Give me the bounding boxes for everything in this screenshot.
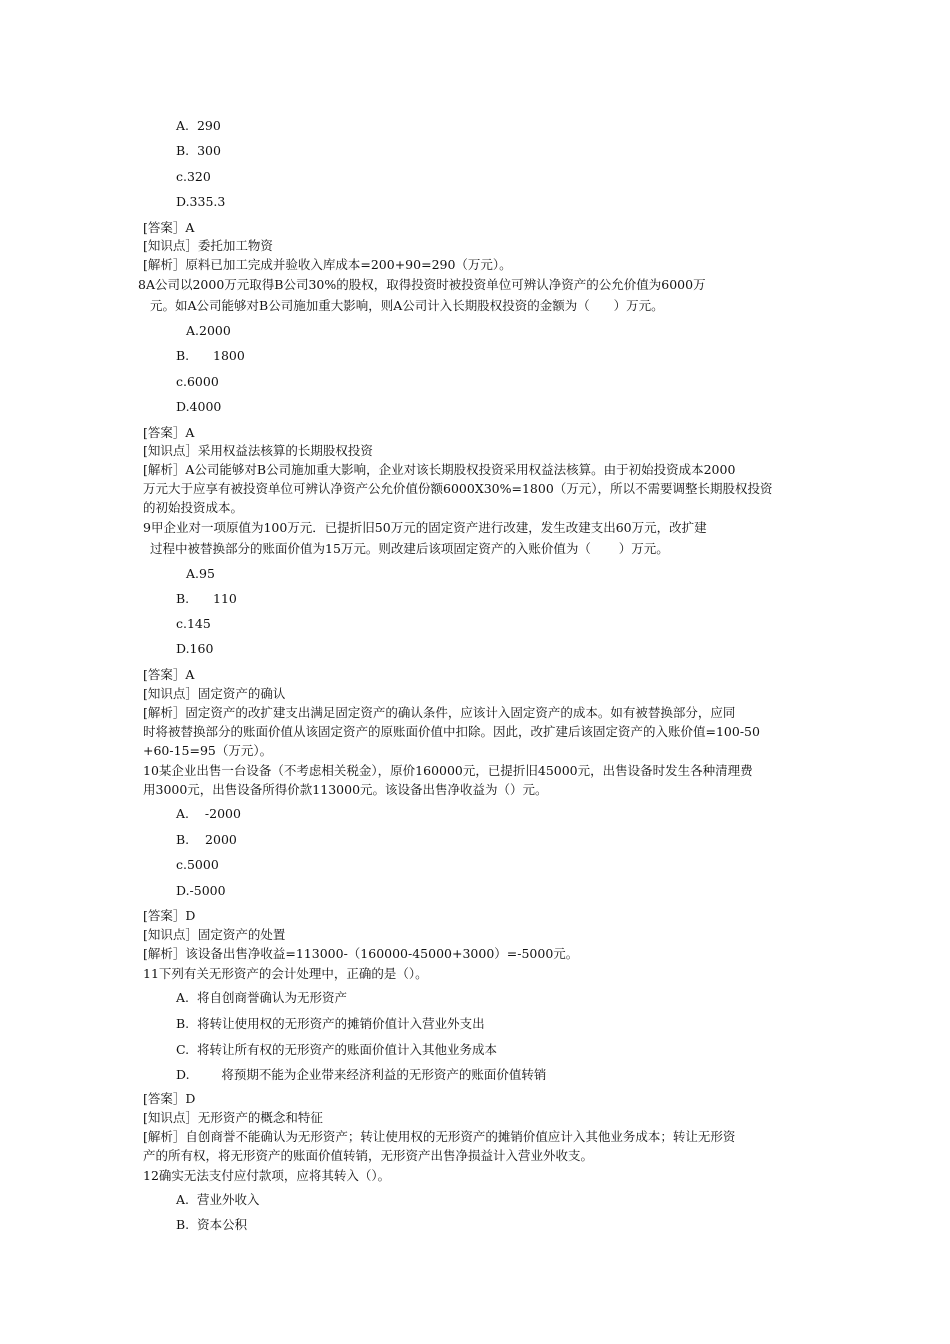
q10-option-d: D.-5000 — [176, 883, 226, 898]
q7-option-c: c.320 — [176, 169, 211, 184]
q10-analysis: [解析］该设备出售净收益=113000-（160000-45000+3000）=-5000元。 — [143, 946, 579, 961]
q8-stem-line1: 8A公司以2000万元取得B公司30%的股权，取得投资时被投资单位可辨认净资产的公允价值为6000万 — [138, 277, 706, 292]
q10-answer: [答案］D — [143, 908, 196, 923]
q9-stem-line1: 9甲企业对一项原值为100万元．已提折旧50万元的固定资产进行改建，发生改建支出60万元，改扩建 — [143, 520, 707, 535]
q11-stem: 11下列有关无形资产的会计处理中，正确的是（）。 — [143, 966, 428, 981]
q12-option-a: A. 营业外收入 — [176, 1192, 260, 1207]
q7-analysis: [解析］原料已加工完成并验收入库成本=200+90=290（万元）。 — [143, 257, 512, 272]
q12-option-b: B. 资本公积 — [176, 1217, 248, 1232]
q9-analysis-line3: +60-15=95（万元）。 — [143, 743, 273, 758]
q11-analysis-line1: [解析］自创商誉不能确认为无形资产；转让使用权的无形资产的摊销价值应计入其他业务成本；转让无形资 — [143, 1129, 736, 1144]
q9-option-c: c.145 — [176, 616, 211, 631]
q8-analysis-line3: 的初始投资成本。 — [143, 500, 244, 515]
q7-option-b: B. 300 — [176, 143, 221, 158]
q9-stem-line2: 过程中被替换部分的账面价值为15万元。则改建后该项固定资产的入账价值为（ ）万元。 — [150, 541, 669, 556]
q10-option-b: B. 2000 — [176, 832, 237, 847]
q8-stem-line2: 元。如A公司能够对B公司施加重大影响，则A公司计入长期股权投资的金额为（ ）万元。 — [150, 298, 664, 313]
q11-analysis-line2: 产的所有权，将无形资产的账面价值转销，无形资产出售净损益计入营业外收支。 — [143, 1148, 594, 1163]
q11-knowledge: [知识点］无形资产的概念和特征 — [143, 1110, 323, 1125]
q9-knowledge: [知识点］固定资产的确认 — [143, 686, 286, 701]
q9-analysis-line1: [解析］固定资产的改扩建支出满足固定资产的确认条件，应该计入固定资产的成本。如有被替换部分，应同 — [143, 705, 736, 720]
q7-option-a: A. 290 — [176, 118, 221, 133]
q10-option-a: A. -2000 — [176, 806, 241, 821]
q10-option-c: c.5000 — [176, 857, 219, 872]
q8-answer: [答案］A — [143, 425, 195, 440]
q7-option-d: D.335.3 — [176, 194, 226, 209]
q11-answer: [答案］D — [143, 1091, 196, 1106]
q8-option-d: D.4000 — [176, 399, 222, 414]
q9-answer: [答案］A — [143, 667, 195, 682]
q8-option-b: B. 1800 — [176, 348, 245, 363]
q8-knowledge: [知识点］采用权益法核算的长期股权投资 — [143, 443, 373, 458]
q10-stem-line1: 10某企业出售一台设备（不考虑相关税金），原价160000元，已提折旧45000元，出售设备时发生各种清理费 — [143, 763, 753, 778]
q8-option-a: A.2000 — [186, 323, 231, 338]
q9-option-b: B. 110 — [176, 591, 237, 606]
q8-option-c: c.6000 — [176, 374, 219, 389]
q12-stem: 12确实无法支付应付款项，应将其转入（）。 — [143, 1168, 391, 1183]
q9-option-d: D.160 — [176, 641, 214, 656]
q10-stem-line2: 用3000元，出售设备所得价款113000元。该设备出售净收益为（）元。 — [143, 782, 548, 797]
q9-analysis-line2: 时将被替换部分的账面价值从该固定资产的原账面价值中扣除。因此，改扩建后该固定资产的入账价值=100-50 — [143, 724, 760, 739]
q7-knowledge: [知识点］委托加工物资 — [143, 238, 273, 253]
q11-option-c: C. 将转让所有权的无形资产的账面价值计入其他业务成本 — [176, 1042, 498, 1057]
q10-knowledge: [知识点］固定资产的处置 — [143, 927, 286, 942]
q11-option-a: A. 将自创商誉确认为无形资产 — [176, 990, 347, 1005]
q11-option-b: B. 将转让使用权的无形资产的摊销价值计入营业外支出 — [176, 1016, 485, 1031]
q8-analysis-line1: [解析］A公司能够对B公司施加重大影响，企业对该长期股权投资采用权益法核算。由于初始投资成本2000 — [143, 462, 736, 477]
q9-option-a: A.95 — [186, 566, 215, 581]
q7-answer: [答案］A — [143, 220, 195, 235]
q8-analysis-line2: 万元大于应享有被投资单位可辨认净资产公允价值份额6000X30%=1800（万元），所以不需要调整长期股权投资 — [143, 481, 773, 496]
q11-option-d: D. 将预期不能为企业带来经济利益的无形资产的账面价值转销 — [176, 1067, 547, 1082]
